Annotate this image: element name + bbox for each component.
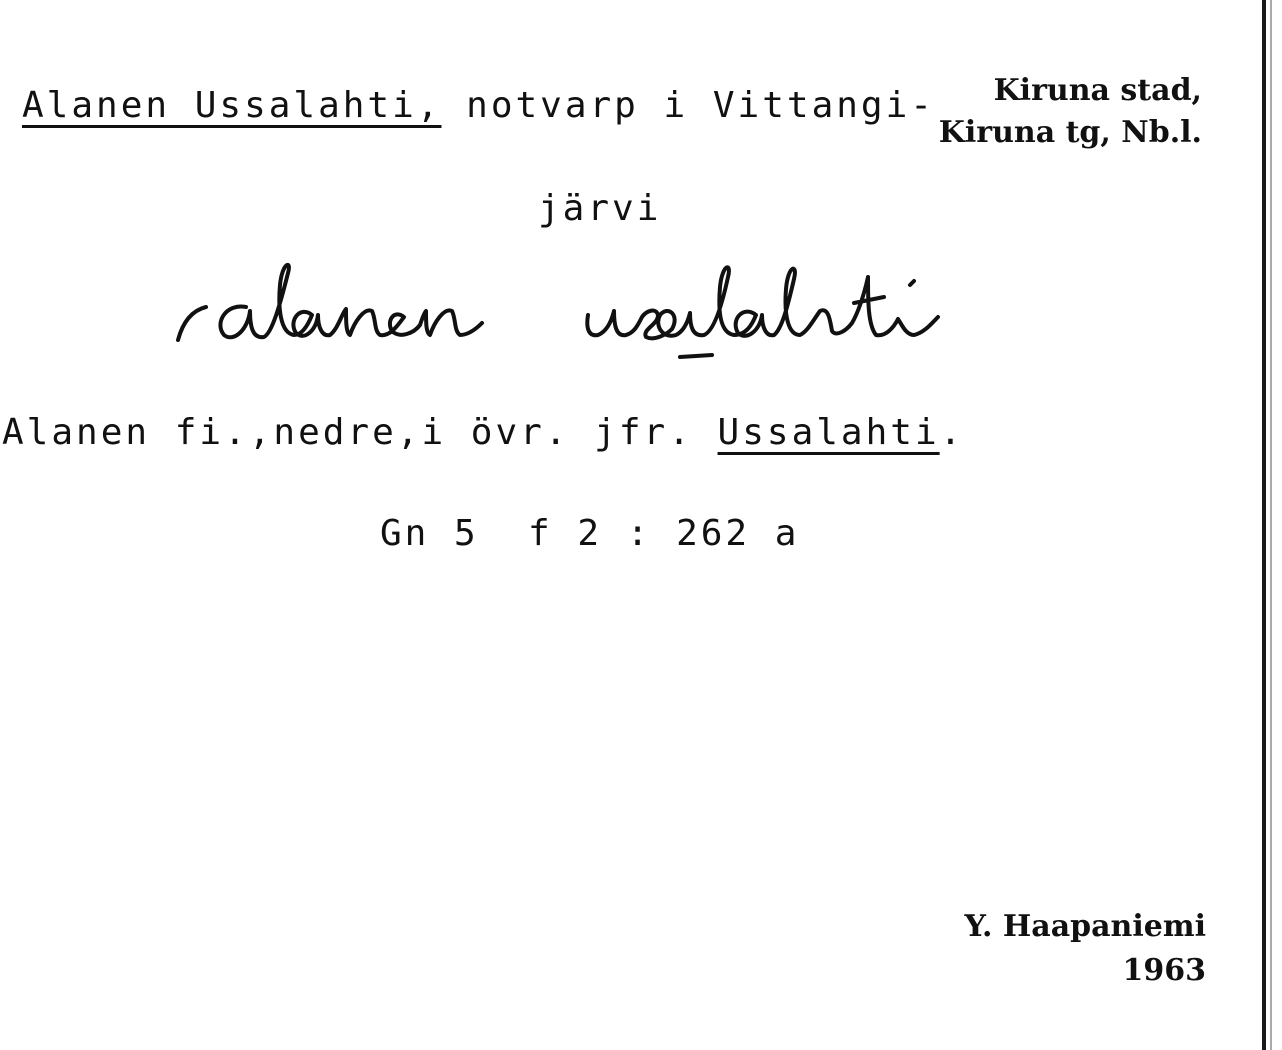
headword-line: [22, 85, 935, 126]
headword-continuation: järvi: [538, 188, 662, 229]
variant-reference: Ussalahti: [717, 412, 940, 453]
collection-year: 1963: [1122, 953, 1206, 988]
card-edge-line: [1262, 0, 1266, 1050]
variant-line: [2, 412, 964, 453]
handwritten-form: [168, 245, 1038, 365]
place-block: [939, 70, 1202, 154]
place-line-1: Kiruna stad,: [993, 73, 1202, 108]
headword-description: notvarp i Vittangi-: [441, 85, 935, 126]
headword: Alanen Ussalahti,: [22, 85, 442, 126]
variant-suffix: .: [939, 412, 965, 453]
source-reference: Gn 5 f 2 : 262 a: [380, 513, 800, 554]
collector-name: Y. Haapaniemi: [964, 909, 1206, 944]
card-edge-shadow: [1270, 0, 1272, 1050]
signature-block: [964, 905, 1206, 993]
place-line-2: Kiruna tg, Nb.l.: [938, 115, 1202, 150]
variant-text: Alanen fi.,nedre,i övr. jfr.: [2, 412, 718, 453]
